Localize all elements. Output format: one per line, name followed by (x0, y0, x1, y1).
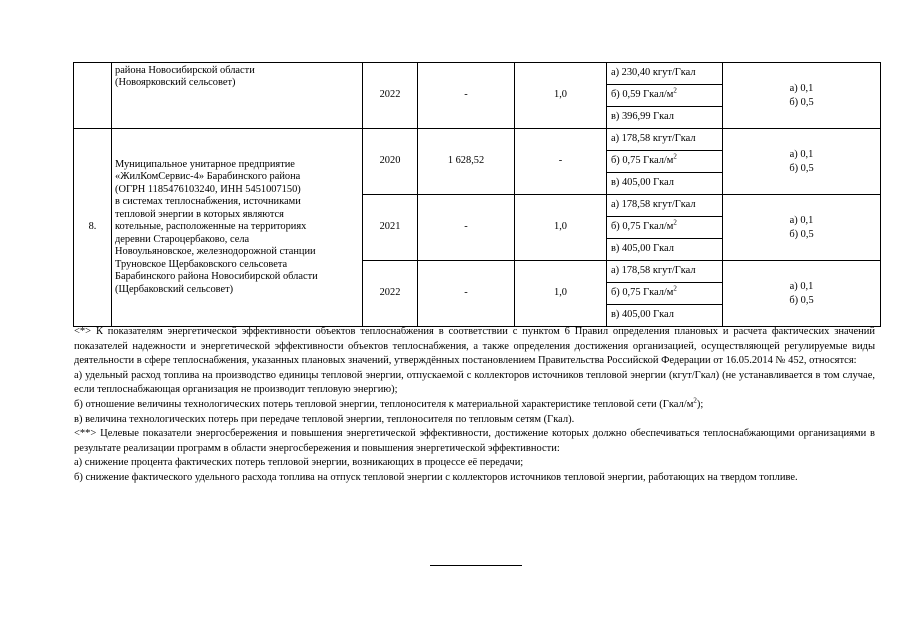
org-line: Муниципальное унитарное предприятие (115, 158, 295, 170)
target-cell (723, 129, 881, 195)
index-cell: 1,0 (515, 195, 607, 261)
cost-cell: - (418, 63, 515, 129)
year-cell: 2021 (363, 195, 418, 261)
cost-cell: - (418, 195, 515, 261)
indicator-b-cell (607, 217, 723, 239)
target-cell (723, 195, 881, 261)
table-row (74, 129, 881, 151)
indicator-c-cell: в) 405,00 Гкал (607, 173, 723, 195)
superscript: 2 (673, 86, 677, 95)
energy-indicators-table (73, 62, 881, 327)
target-a: а) 0,1 (789, 280, 814, 292)
target-cell (723, 261, 881, 327)
target-b: б) 0,5 (789, 162, 814, 174)
org-line: тепловой энергии в которых являются (115, 208, 284, 220)
org-line: района Новосибирской области (115, 65, 255, 76)
indicator-b-cell (607, 151, 723, 173)
table-row (74, 63, 881, 85)
target-a: а) 0,1 (789, 148, 814, 160)
org-line: котельные, расположенные на территориях (115, 221, 307, 233)
superscript: 2 (673, 218, 677, 227)
footnote-paragraph: а) удельный расход топлива на производство единицы тепловой энергии, отпускаемой с коллекторов источников тепловой энергии (кгут/Гкал) (не устанавливается в том случае, если теплоснабжающая организация не производит тепловую энергию); (74, 369, 875, 396)
org-line: (Новоярковский сельсовет) (115, 77, 236, 89)
target-b: б) 0,5 (789, 294, 814, 306)
org-line: (ОГРН 1185476103240, ИНН 5451007150) (115, 183, 301, 195)
indicator-b-text: б) 0,75 Гкал/м (611, 221, 674, 233)
org-line: в системах теплоснабжения, источниками (115, 196, 301, 208)
organization-cell (112, 63, 363, 129)
superscript: 2 (693, 396, 697, 405)
row-number-cell (74, 63, 112, 129)
superscript: 2 (673, 152, 677, 161)
footnote-paragraph: <**> Целевые показатели энергосбережения и повышения энергетической эффективности, достижение которых должно обеспечиваться теплоснабжающими организациями в результате реализации программ в области энергосбережения и повышения энергетической эффективности: (74, 428, 875, 454)
target-a: а) 0,1 (789, 214, 814, 226)
index-cell: - (515, 129, 607, 195)
footnote-paragraph: б) снижение фактического удельного расхода топлива на отпуск тепловой энергии с коллекторов источников тепловой энергии, работающих на твердом топливе. (74, 471, 798, 483)
target-b: б) 0,5 (789, 228, 814, 240)
org-line: Труновское Щербаковского сельсовета (115, 258, 288, 270)
footnote-text: ); (696, 398, 704, 410)
index-cell: 1,0 (515, 261, 607, 327)
end-separator-line (430, 565, 522, 566)
year-cell: 2022 (363, 261, 418, 327)
indicator-b-text: б) 0,59 Гкал/м (611, 89, 674, 101)
indicator-b-text: б) 0,75 Гкал/м (611, 155, 674, 167)
superscript: 2 (673, 284, 677, 293)
indicator-a-cell: а) 178,58 кгут/Гкал (607, 195, 723, 217)
footnote-text: б) отношение величины технологических потерь тепловой энергии, теплоносителя к материальной характеристике тепловой сети (Гкал/м (74, 398, 694, 410)
footnotes (74, 325, 875, 486)
indicator-c-cell: в) 405,00 Гкал (607, 239, 723, 261)
indicator-c-cell: в) 405,00 Гкал (607, 305, 723, 327)
target-cell (723, 63, 881, 129)
footnote-paragraph: <*> К показателям энергетической эффективности объектов теплоснабжения в соответствии с пунктом 6 Правил определения плановых и расчета фактических значений показателей надежности и энергетической эффективности объектов теплоснабжения, а также определения достижения организацией, осуществляющей регулируемые виды деятельности в сфере теплоснабжения, указанных плановых значений, утверждённых постановлением Правительства Российской Федерации от 16.05.2014 № 452, относятся: (74, 326, 875, 367)
indicator-b-text: б) 0,75 Гкал/м (611, 287, 674, 299)
org-line: Барабинского района Новосибирской области (115, 271, 318, 283)
indicator-c-cell: в) 396,99 Гкал (607, 107, 723, 129)
indicator-a-cell: а) 230,40 кгут/Гкал (607, 63, 723, 85)
org-line: «ЖилКомСервис-4» Барабинского района (115, 171, 301, 183)
indicator-b-cell (607, 85, 723, 107)
year-cell: 2020 (363, 129, 418, 195)
footnote-paragraph: в) величина технологических потерь при передаче тепловой энергии, теплоносителя по тепловым сетям (Гкал). (74, 413, 575, 425)
indicator-a-cell: а) 178,58 кгут/Гкал (607, 261, 723, 283)
org-line: Новоульяновское, железнодорожной станции (115, 246, 316, 258)
target-b: б) 0,5 (789, 96, 814, 108)
year-cell: 2022 (363, 63, 418, 129)
cost-cell: - (418, 261, 515, 327)
target-a: а) 0,1 (789, 82, 814, 94)
cost-cell: 1 628,52 (418, 129, 515, 195)
org-line: деревни Староцербаково, села (115, 233, 250, 245)
org-line: (Щербаковский сельсовет) (115, 283, 234, 295)
footnote-paragraph (74, 398, 875, 413)
organization-cell (112, 129, 363, 327)
index-cell: 1,0 (515, 63, 607, 129)
indicator-a-cell: а) 178,58 кгут/Гкал (607, 129, 723, 151)
row-number-cell: 8. (74, 129, 112, 327)
indicator-b-cell (607, 283, 723, 305)
footnote-paragraph: а) снижение процента фактических потерь тепловой энергии, возникающих в процессе её передачи; (74, 457, 524, 469)
